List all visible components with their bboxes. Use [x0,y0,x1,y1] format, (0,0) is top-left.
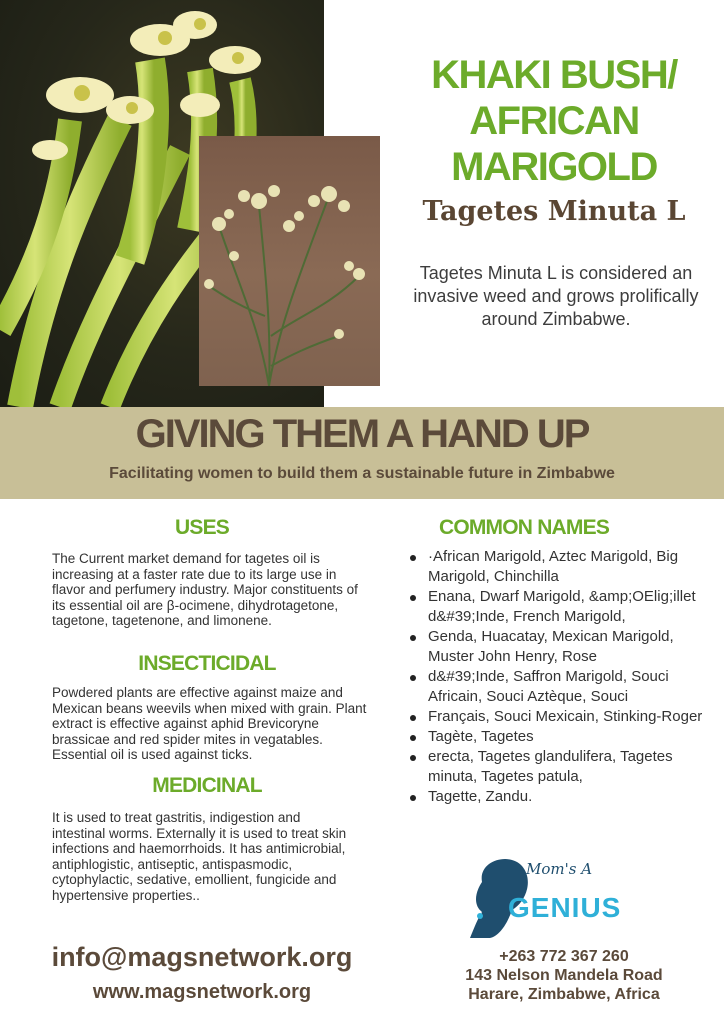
website-link[interactable]: www.magsnetwork.org [92,981,312,1003]
list-item: Français, Souci Mexicain, Stinking-Roger [408,707,704,727]
uses-heading: USES [175,516,229,539]
list-item: Tagète, Tagetes [408,727,704,747]
address-line-1: 143 Nelson Mandela Road [465,967,663,984]
scientific-name: Tagetes Minuta L [422,196,686,227]
list-item: Genda, Huacatay, Mexican Marigold, Muster John Henry, Rose [408,627,704,667]
uses-text: The Current market demand for tagetes oil is increasing at a faster rate due to its large use in flavor and perfumery industry. Major constituents of its essential oil are β-ocimene, dihydrotagetone, tagetone, tagetenone, and limonene. [52,551,358,628]
intro-text: Tagetes Minuta L is considered an invasive weed and grows prolifically around Zimbabwe. [413,263,699,329]
logo-word: GENIUS [508,892,622,923]
logo-script-text: Mom's A [526,860,593,878]
plant-illustration [199,136,380,386]
list-item: ·African Marigold, Aztec Marigold, Big Marigold, Chinchilla [408,547,704,587]
insecticidal-heading: INSECTICIDAL [138,652,276,675]
list-item: Enana, Dwarf Marigold, &amp;OElig;illet d&#39;Inde, French Marigold, [408,587,704,627]
common-names-heading: COMMON NAMES [438,516,610,539]
medicinal-text: It is used to treat gastritis, indigestion and intestinal worms. Externally it is used to treat skin infections and haemorrhoids. It has antimicrobial, antiphlogistic, antiseptic, antispasmodic, cytophylactic, sedative, emollient, fungicide and hypertensive properties.. [52,810,347,903]
email-link[interactable]: info@magsnetwork.org [51,942,353,972]
phone-number: +263 772 367 260 [499,948,629,965]
list-item: d&#39;Inde, Saffron Marigold, Souci Africain, Souci Aztèque, Souci [408,667,704,707]
address-line-2: Harare, Zimbabwe, Africa [468,986,660,1003]
title-line: AFRICAN [469,99,639,143]
band-title: GIVING THEM A HAND UP [135,412,589,456]
plant-field-photo [199,136,380,386]
moms-a-genius-logo [460,852,620,942]
medicinal-heading: MEDICINAL [152,774,262,797]
title-line: MARIGOLD [451,145,657,189]
page-title [394,52,714,190]
band-subtitle: Facilitating women to build them a sustainable future in Zimbabwe [109,465,615,482]
list-item: erecta, Tagetes glandulifera, Tagetes minuta, Tagetes patula, [408,747,704,787]
insecticidal-text: Powdered plants are effective against maize and Mexican beans weevils when mixed with grain. Plant extract is effective against aphid Brevicoryne brassicae and red spider mites in vegatables. Essential oil is used against ticks. [52,685,367,762]
list-item: Tagette, Zandu. [408,787,704,807]
title-line: KHAKI BUSH/ [431,53,677,97]
common-names-list [408,547,704,807]
